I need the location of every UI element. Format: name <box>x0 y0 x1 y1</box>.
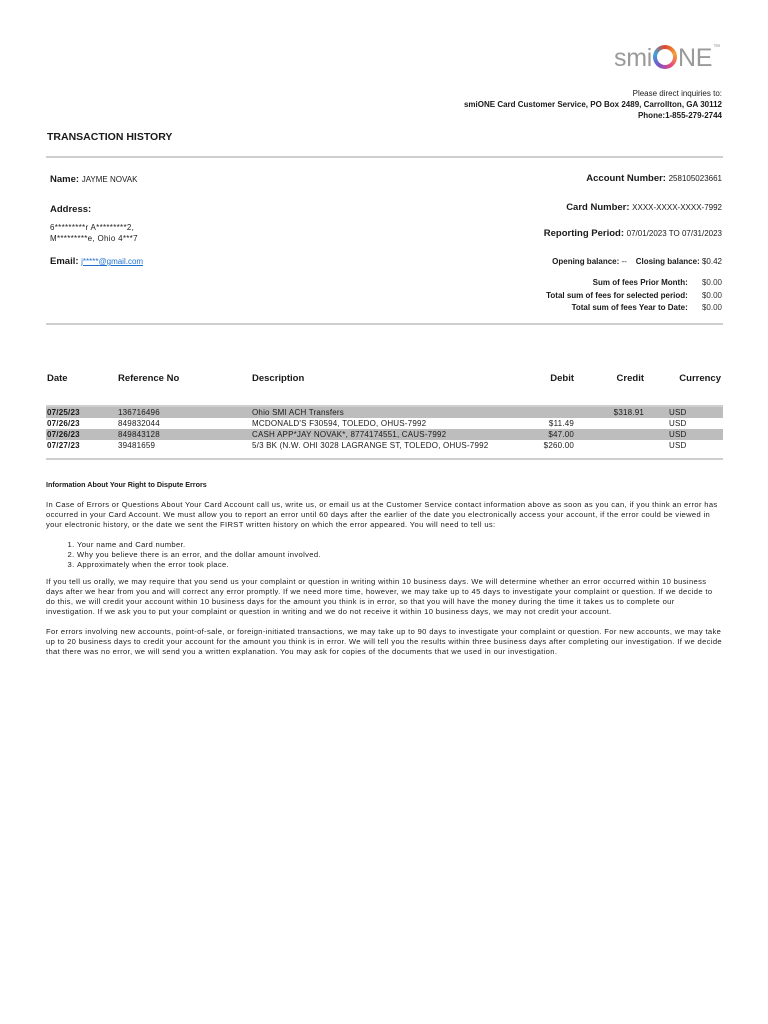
inquiries-line1: Please direct inquiries to: <box>632 89 722 98</box>
cell-currency: USD <box>669 408 687 417</box>
fee-row <box>546 277 722 290</box>
inquiries-block <box>464 88 722 121</box>
logo-text-pre: smi <box>614 44 652 72</box>
cell-credit <box>575 429 645 440</box>
address-line2: M*********e, Ohio 4***7 <box>50 234 138 243</box>
table-row <box>46 429 723 440</box>
cell-ref: 39481659 <box>118 441 156 450</box>
table-header-row <box>46 368 723 388</box>
closing-balance-value: $0.42 <box>701 257 722 266</box>
fees-summary <box>546 277 722 315</box>
cell-currency: USD <box>669 430 687 439</box>
dispute-list <box>46 540 724 570</box>
balances <box>552 257 722 266</box>
opening-balance-label: Opening balance: <box>552 257 620 266</box>
cell-desc: 5/3 BK (N.W. OHI 3028 LAGRANGE ST, TOLEDO, OHUS-7992 <box>252 441 489 450</box>
address-line1: 6*********r A*********2, <box>50 223 135 232</box>
reporting-period <box>544 228 722 239</box>
cell-desc: MCDONALD'S F30594, TOLEDO, OHUS-7992 <box>252 419 427 428</box>
name-label: Name: <box>50 174 80 185</box>
closing-balance-label: Closing balance: <box>635 257 700 266</box>
page-title: TRANSACTION HISTORY <box>47 131 173 143</box>
table-row <box>46 418 723 429</box>
cell-credit: $318.91 <box>613 408 644 417</box>
divider-top <box>46 156 723 158</box>
logo-trademark: ™ <box>713 44 720 51</box>
fee-label: Sum of fees Prior Month: <box>592 278 688 287</box>
card-number-label: Card Number: <box>566 202 630 213</box>
col-description: Description <box>252 372 305 384</box>
logo-ring-icon <box>653 45 677 69</box>
cell-debit: $47.00 <box>548 430 574 439</box>
email-link[interactable]: j*****@gmail.com <box>81 257 144 266</box>
reporting-period-label: Reporting Period: <box>543 228 625 239</box>
email-label: Email: <box>50 256 79 267</box>
cell-ref: 849843128 <box>118 430 160 439</box>
cell-desc: Ohio SMI ACH Transfers <box>252 408 344 417</box>
address-label: Address: <box>50 204 92 215</box>
cell-date: 07/26/23 <box>47 419 80 428</box>
fee-label: Total sum of fees for selected period: <box>546 290 688 300</box>
dispute-info <box>46 480 724 667</box>
logo-text-post: NE <box>677 44 713 72</box>
brand-logo <box>614 44 720 73</box>
cell-date: 07/25/23 <box>47 408 80 417</box>
cell-date: 07/27/23 <box>47 441 80 450</box>
cell-currency: USD <box>669 441 687 450</box>
address-value <box>50 222 190 244</box>
cell-debit: $260.00 <box>543 441 574 450</box>
fee-row <box>546 290 722 303</box>
table-row <box>46 406 723 418</box>
divider-middle <box>46 323 723 325</box>
account-number <box>586 173 722 184</box>
cell-ref: 136716496 <box>118 408 160 417</box>
fee-value: $0.00 <box>701 278 722 287</box>
account-number-label: Account Number: <box>586 173 666 184</box>
fee-value: $0.00 <box>701 303 722 312</box>
fee-row <box>546 302 722 315</box>
col-credit: Credit <box>616 372 644 384</box>
customer-name <box>50 174 137 185</box>
cell-credit <box>575 440 645 451</box>
transactions-table <box>46 368 723 451</box>
name-value: JAYME NOVAK <box>81 175 138 184</box>
card-number-value: XXXX-XXXX-XXXX-7992 <box>632 203 722 212</box>
cell-debit <box>519 406 575 418</box>
col-reference: Reference No <box>118 372 180 384</box>
fee-label: Total sum of fees Year to Date: <box>571 303 688 312</box>
list-item: 2. Why you believe there is an error, and the dollar amount involved. <box>77 550 724 560</box>
cell-debit: $11.49 <box>548 419 574 428</box>
card-number <box>566 202 722 213</box>
cell-ref: 849832044 <box>118 419 160 428</box>
cell-credit <box>575 418 645 429</box>
cell-currency: USD <box>669 419 687 428</box>
dispute-paragraph-2: If you tell us orally, we may require that you send us your complaint or question in writing within 10 business days. We will determine whether an error occurred within 10 business days after we hear from you and will correct any error promptly. If we need more time, however, we may take up to 45 days to investigate your complaint or question. If we decide to do this, we will credit your account within 10 business days for the amount you think is in error, so that you will have the money during the time it takes us to complete our investigation. If we ask you to put your complaint or question in writing and we do not receive it within 10 business days, we may not credit your account. <box>46 577 713 616</box>
col-debit: Debit <box>550 372 574 384</box>
dispute-heading: Information About Your Right to Dispute Errors <box>46 480 207 489</box>
cell-desc: CASH APP*JAY NOVAK*, 8774174551, CAUS-7992 <box>252 430 447 439</box>
col-currency: Currency <box>679 372 721 384</box>
list-item: 3. Approximately when the error took place. <box>77 560 724 570</box>
dispute-paragraph-1: In Case of Errors or Questions About Your Card Account call us, write us, or email us at the Customer Service contact information above as soon as you can, if you think an error has occurred in your Card Account. We must allow you to report an error until 60 days after the earlier of the date you electronically access your account, if the error could be viewed in your electronic history, or the date we sent the FIRST written history on which the error appeared. You will need to tell us: <box>46 500 718 529</box>
divider-bottom <box>46 458 723 460</box>
customer-email <box>50 256 143 267</box>
account-number-value: 258105023661 <box>668 174 722 183</box>
table-row <box>46 440 723 451</box>
reporting-period-value: 07/01/2023 TO 07/31/2023 <box>626 229 722 238</box>
inquiries-address: smiONE Card Customer Service, PO Box 2489, Carrollton, GA 30112 <box>463 100 722 109</box>
cell-date: 07/26/23 <box>47 430 80 439</box>
fee-value: $0.00 <box>701 290 722 300</box>
opening-balance-value: -- <box>621 257 627 266</box>
list-item: 1. Your name and Card number. <box>77 540 724 550</box>
dispute-paragraph-3: For errors involving new accounts, point-of-sale, or foreign-initiated transactions, we may take up to 90 days to investigate your complaint or question. For new accounts, we may take up to 20 business days to credit your account for the amount you think is in error. We will tell you the results within three business days after completing our investigation. If we decide that there was no error, we will send you a written explanation. You may ask for copies of the documents that we used in our investigation. <box>46 627 723 656</box>
col-date: Date <box>47 372 68 384</box>
inquiries-phone: Phone:1-855-279-2744 <box>637 111 722 120</box>
